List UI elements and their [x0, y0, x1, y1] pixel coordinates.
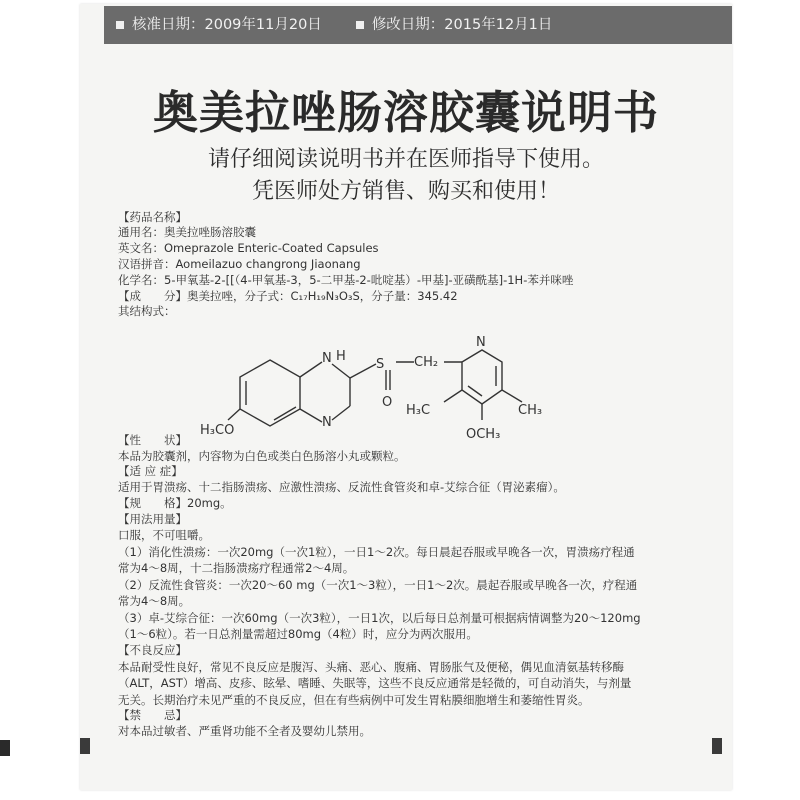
usage-line: 口服，不可咀嚼。	[118, 528, 210, 542]
dates-bar	[104, 6, 732, 44]
specification: 【规 格】20mg。	[118, 496, 232, 510]
structure-label: 其结构式：	[118, 304, 176, 318]
usage-line: （1～6粒）。若一日总剂量需超过80mg（4粒）时，应分为两次服用。	[118, 627, 478, 641]
chemical-name: 化学名：5-甲氧基-2-[[（4-甲氧基-3，5-二甲基-2-吡啶基）-甲基]-亚磺酰基]-1H-苯并咪唑	[118, 273, 574, 287]
n-pyridine-label: N	[476, 335, 486, 350]
sulfur-label: S	[376, 357, 385, 372]
adverse-line: （ALT，AST）增高、皮疹、眩晕、嗜睡、失眠等，这些不良反应通常是轻微的，可自动消失，与剂量	[118, 676, 632, 690]
revision-date: 修改日期：2015年12月1日	[371, 17, 553, 33]
notice-prescription: 凭医师处方销售、购买和使用！	[251, 179, 560, 204]
section-header-contraindications: 【禁 忌】	[118, 708, 187, 722]
crop-mark-left	[80, 738, 90, 754]
contraindications-text: 对本品过敏者、严重肾功能不全者及婴幼儿禁用。	[118, 724, 371, 738]
ch2-label: CH₂	[414, 355, 439, 370]
usage-line: 常为4～8周。	[118, 594, 191, 608]
document-title: 奥美拉唑肠溶胶囊说明书	[152, 86, 659, 139]
usage-line: 常为4～8周，十二指肠溃疡疗程通常2～4周。	[118, 561, 355, 575]
square-bullet-icon	[116, 21, 124, 29]
methyl-left-label: H₃C	[406, 403, 431, 418]
properties-text: 本品为胶囊剂，内容物为白色或类白色肠溶小丸或颗粒。	[118, 449, 406, 463]
indications-text: 适用于胃溃疡、十二指肠溃疡、应激性溃疡、反流性食管炎和卓-艾综合征（胃泌素瘤）。	[118, 480, 565, 494]
section-header-indications: 【适 应 症】	[118, 464, 183, 478]
methoxy-bottom-label: OCH₃	[466, 427, 501, 442]
methyl-right-label: CH₃	[518, 403, 543, 418]
section-header-usage: 【用法用量】	[118, 512, 187, 526]
nh-label: H	[336, 349, 346, 364]
benzene-ring	[240, 360, 300, 426]
adverse-line: 无关。长期治疗未见严重的不良反应，但在有些病例中可发生胃粘膜细胞增生和萎缩性胃炎。	[118, 693, 590, 707]
section-header-drug-name: 【药品名称】	[118, 210, 187, 224]
approval-date: 核准日期：2009年11月20日	[132, 17, 322, 33]
ingredients: 【成 分】奥美拉唑，分子式：C₁₇H₁₉N₃O₃S，分子量：345.42	[118, 289, 458, 303]
n-ring-label: N	[322, 351, 332, 366]
edge-mark	[0, 740, 10, 756]
instruction-sheet	[80, 4, 732, 790]
common-name: 通用名：奥美拉唑肠溶胶囊	[118, 225, 256, 239]
structural-formula	[200, 320, 680, 450]
usage-line: （1）消化性溃疡：一次20mg（一次1粒），一日1～2次。每日晨起吞服或早晚各一次，胃溃疡疗程通	[118, 545, 635, 559]
section-header-properties: 【性 状】	[118, 433, 187, 447]
adverse-line: 本品耐受性良好，常见不良反应是腹泻、头痛、恶心、腹痛、胃肠胀气及便秘，偶见血清氨基转移酶	[118, 660, 624, 674]
english-name: 英文名：Omeprazole Enteric-Coated Capsules	[118, 241, 379, 255]
methoxy-left-label: H₃CO	[200, 423, 235, 438]
usage-line: （3）卓-艾综合征：一次60mg（一次3粒），一日1次，以后每日总剂量可根据病情调整为20～120mg	[118, 611, 641, 625]
oxygen-label: O	[382, 395, 393, 410]
section-header-adverse: 【不良反应】	[118, 643, 187, 657]
crop-mark-right	[712, 738, 722, 754]
square-bullet-icon	[356, 21, 364, 29]
usage-line: （2）反流性食管炎：一次20～60 mg（一次1～3粒），一日1～2次。晨起吞服或早晚各一次，疗程通	[118, 578, 638, 592]
pinyin-name: 汉语拼音：Aomeilazuo changrong Jiaonang	[118, 257, 361, 271]
notice-read-carefully: 请仔细阅读说明书并在医师指导下使用。	[207, 147, 604, 172]
n-imidazole-label: N	[322, 415, 332, 430]
